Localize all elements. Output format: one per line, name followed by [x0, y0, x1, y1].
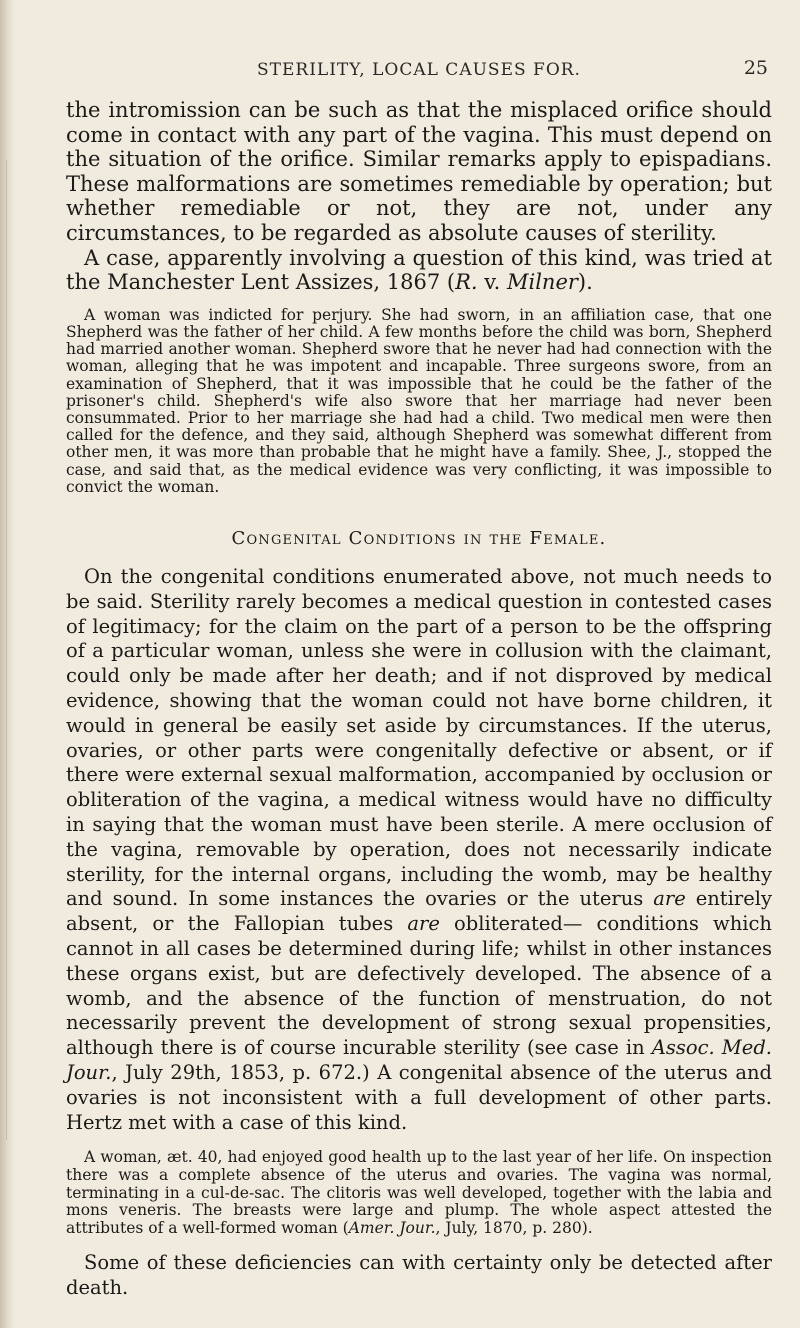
hertz-case-paragraph — [66, 1149, 772, 1237]
page-number: 25 — [743, 57, 768, 79]
hertz-case-journal: Amer. Jour. — [348, 1218, 436, 1237]
body-journal-citation: Assoc. Med. Jour. — [66, 1036, 772, 1084]
hertz-case-text-2: , July, 1870, p. 280). — [435, 1218, 593, 1237]
section-heading: Congenital Conditions in the Female. — [231, 527, 607, 549]
body-emphasis-are-1: are — [653, 887, 686, 911]
body-text-3: obliterated— conditions which cannot in all cases be determined during life; whilst in other instances these organs exist, but are defectively developed. The absence of a womb, and the absence of the function of menstruation, do not necessarily prevent the development of strong sexual propensities, although there is of course incurable sterility (see case in — [66, 912, 772, 1060]
case-citation-name: Milner — [506, 270, 578, 295]
case-citation-r: R. — [455, 270, 478, 295]
page-header — [66, 57, 772, 90]
congenital-conditions-paragraph — [66, 565, 772, 1135]
case-intro-paragraph — [66, 246, 772, 295]
case-intro-end: ). — [577, 270, 593, 295]
page-content — [66, 98, 772, 1301]
case-intro-text: A case, apparently involving a question of this kind, was tried at the Manchester Lent Assizes, 1867 ( — [66, 245, 772, 295]
body-emphasis-are-2: are — [407, 912, 440, 936]
body-text-2: entirely absent, or the Fallopian tubes — [66, 887, 772, 936]
body-text-4: , July 29th, 1853, p. 672.) A congenital absence of the uterus and ovaries is not inconsistent with a full development of other parts. Hertz met with a case of this kind. — [66, 1060, 772, 1134]
hertz-case-text-1: A woman, æt. 40, had enjoyed good health up to the last year of her life. On inspection there was a complete absence of the uterus and ovaries. The vagina was normal, terminating in a cul-de-sac. The clitoris was well developed, together with the labia and mons veneris. The breasts were large and plump. The whole aspect attested the attributes of a well-formed woman ( — [66, 1148, 772, 1237]
closing-paragraph: Some of these deficiencies can with certainty only be detected after death. — [66, 1251, 772, 1300]
page-edge-shadow — [0, 0, 14, 1328]
body-text-1: On the congenital conditions enumerated above, not much needs to be said. Sterility rarely becomes a medical question in contested cases of legitimacy; for the claim on the part of a person to be the offspring of a particular woman, unless she were in collusion with the claimant, could only be made after her death; and if not disproved by medical evidence, showing that the woman could not have borne children, it would in general be easily set aside by circumstances. If the uterus, ovaries, or other parts were congenitally defective or absent, or if there were external sexual malformation, accompanied by occlusion or obliteration of the vagina, a medical witness would have no difficulty in saying that the woman must have been sterile. A mere occlusion of the vagina, removable by operation, does not necessarily indicate sterility, for the internal organs, including the womb, may be healthy and sound. In some instances the ovaries or the uterus — [66, 564, 772, 911]
case-citation-versus: v. — [477, 270, 507, 295]
running-head: STERILITY, LOCAL CAUSES FOR. — [257, 60, 581, 80]
case-report-paragraph: A woman was indicted for perjury. She had sworn, in an affiliation case, that one Shepherd was the father of her child. A few months before the child was born, Shepherd had married another woman. Shepherd swore that he never had had connection with the woman, alleging that he was impotent and incapable. Three surgeons swore, from an examination of Shepherd, that it was impossible that he could be the father of the prisoner's child. Shepherd's wife also swore that her marriage had never been consummated. Prior to her marriage she had had a child. Two medical men were then called for the defence, and they said, although Shepherd was somewhat different from other men, it was more than probable that he might have a family. Shee, J., stopped the case, and said that, as the medical evidence was very conflicting, it was impossible to convict the woman. — [66, 305, 772, 496]
opening-paragraph: the intromission can be such as that the misplaced orifice should come in contact with any part of the vagina. This must depend on the situation of the orifice. Similar remarks apply to epispadians. These malformations are sometimes remediable by operation; but whether remediable or not, they are not, under any circumstances, to be regarded as absolute causes of sterility. — [66, 98, 772, 245]
